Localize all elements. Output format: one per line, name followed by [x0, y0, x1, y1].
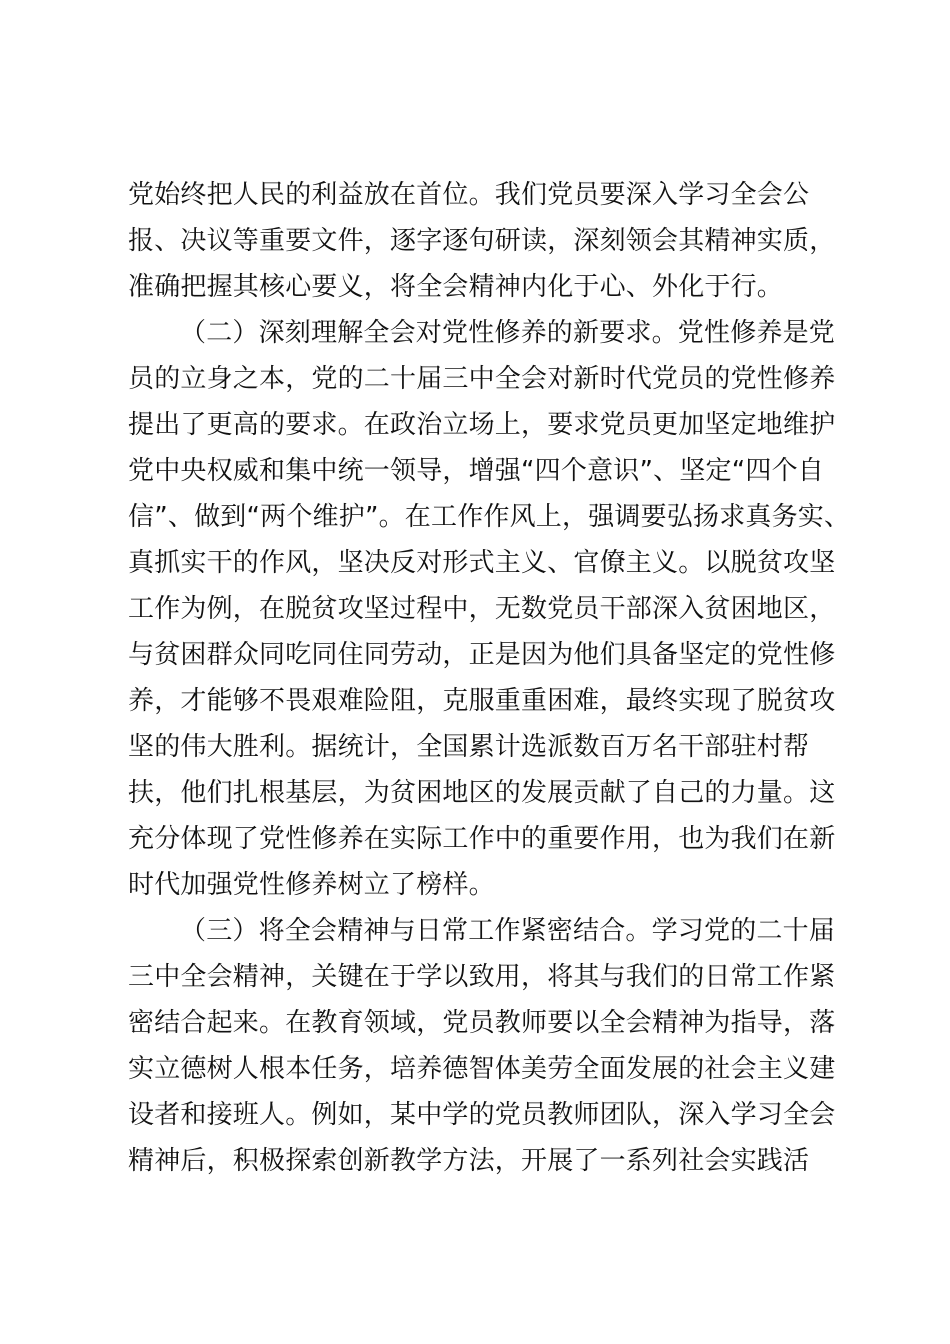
- text-line: 设者和接班人。例如，某中学的党员教师团队，深入学习全会: [128, 1100, 836, 1130]
- text-line: 扶，他们扎根基层，为贫困地区的发展贡献了自己的力量。这: [128, 778, 836, 808]
- section-heading-line: （二）深刻理解全会对党性修养的新要求。党性修养是党: [180, 318, 836, 348]
- text-line: 三中全会精神，关键在于学以致用，将其与我们的日常工作紧: [128, 962, 836, 992]
- text-line: 精神后，积极探索创新教学方法，开展了一系列社会实践活: [128, 1146, 810, 1176]
- text-line: 准确把握其核心要义，将全会精神内化于心、外化于行。: [128, 272, 784, 302]
- text-line: 养，才能够不畏艰难险阻，克服重重困难，最终实现了脱贫攻: [128, 686, 836, 716]
- section-heading-line: （三）将全会精神与日常工作紧密结合。学习党的二十届: [180, 916, 836, 946]
- text-line: 工作为例，在脱贫攻坚过程中，无数党员干部深入贫困地区，: [128, 594, 836, 624]
- text-line: 实立德树人根本任务，培养德智体美劳全面发展的社会主义建: [128, 1054, 836, 1084]
- text-line: 提出了更高的要求。在政治立场上，要求党员更加坚定地维护: [128, 410, 836, 440]
- text-line: 信”、做到“两个维护”。在工作作风上，强调要弘扬求真务实、: [128, 502, 851, 532]
- text-line: 坚的伟大胜利。据统计，全国累计选派数百万名干部驻村帮: [128, 732, 810, 762]
- text-line: 与贫困群众同吃同住同劳动，正是因为他们具备坚定的党性修: [128, 640, 836, 670]
- text-line: 党始终把人民的利益放在首位。我们党员要深入学习全会公: [128, 180, 810, 210]
- text-line: 充分体现了党性修养在实际工作中的重要作用，也为我们在新: [128, 824, 836, 854]
- text-line: 密结合起来。在教育领域，党员教师要以全会精神为指导，落: [128, 1008, 836, 1038]
- text-line: 党中央权威和集中统一领导，增强“四个意识”、坚定“四个自: [128, 456, 825, 486]
- text-line: 真抓实干的作风，坚决反对形式主义、官僚主义。以脱贫攻坚: [128, 548, 836, 578]
- text-line: 报、决议等重要文件，逐字逐句研读，深刻领会其精神实质，: [128, 226, 836, 256]
- text-line: 员的立身之本，党的二十届三中全会对新时代党员的党性修养: [128, 364, 836, 394]
- text-line: 时代加强党性修养树立了榜样。: [128, 870, 495, 900]
